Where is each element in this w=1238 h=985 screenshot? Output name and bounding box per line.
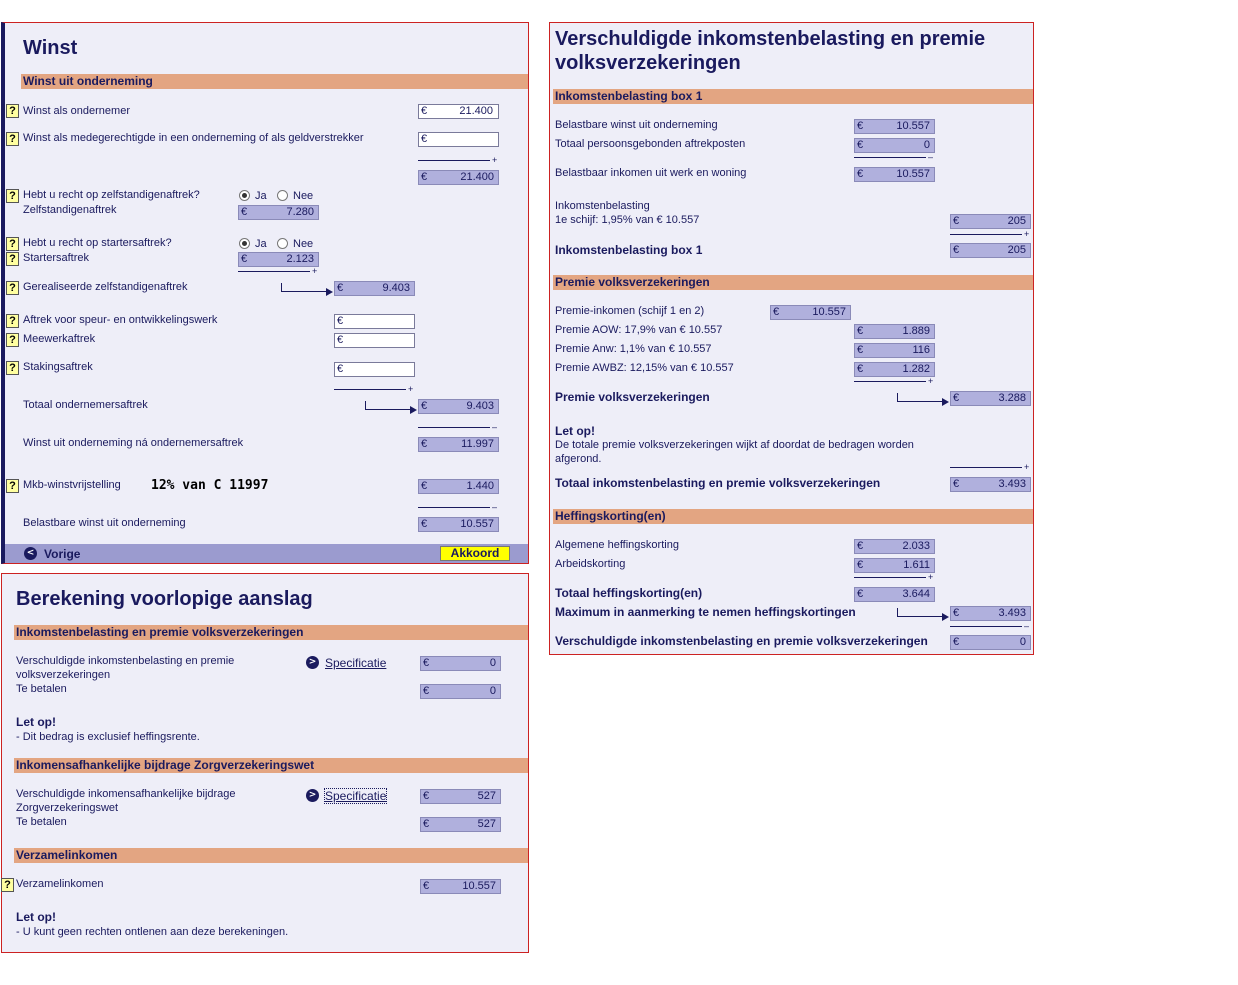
help-icon[interactable]: ? xyxy=(6,237,19,251)
field-value: 21.400 xyxy=(460,171,494,183)
euro-sign: € xyxy=(337,334,344,346)
plus-sign: + xyxy=(492,155,498,165)
v-totaal-heffing-field xyxy=(854,587,935,602)
radio-ja-zelfstandig[interactable] xyxy=(239,190,250,201)
field-value: 7.280 xyxy=(286,206,314,218)
euro-sign: € xyxy=(857,363,864,375)
euro-sign: € xyxy=(421,133,428,145)
winst-medegerechtigde-input[interactable] xyxy=(418,132,499,147)
field-value: 3.644 xyxy=(902,588,930,600)
field-value: 11.997 xyxy=(461,438,494,450)
sum-line xyxy=(950,234,1022,235)
v-arbeids-field xyxy=(854,558,935,573)
field-value: 10.557 xyxy=(896,168,930,180)
help-icon[interactable]: ? xyxy=(6,281,19,295)
winst-na-aftrek-label: Winst uit onderneming ná ondernemersaftrek xyxy=(23,437,244,449)
euro-sign: € xyxy=(421,171,428,183)
zelfstandigenaftrek-question: Hebt u recht op zelfstandigenaftrek? xyxy=(23,189,200,201)
vorige-label: Vorige xyxy=(44,547,81,561)
arrow-line xyxy=(281,283,327,292)
euro-sign: € xyxy=(857,344,864,356)
v-awbz-label: Premie AWBZ: 12,15% van € 10.557 xyxy=(555,362,734,374)
help-icon[interactable]: ? xyxy=(1,878,14,892)
field-value: 527 xyxy=(477,818,496,830)
help-icon[interactable]: ? xyxy=(6,361,19,375)
euro-sign: € xyxy=(953,636,960,648)
section-verzamelinkomen: Verzamelinkomen xyxy=(14,848,528,863)
section-premie: Premie volksverzekeringen xyxy=(553,275,1033,290)
help-icon[interactable]: ? xyxy=(6,479,19,493)
radio-nee-label: Nee xyxy=(293,238,314,250)
meewerk-label: Meewerkaftrek xyxy=(23,333,96,345)
winst-ondernemer-label: Winst als ondernemer xyxy=(23,105,130,117)
minus-sign: – xyxy=(928,152,934,162)
startersaftrek-question: Hebt u recht op startersaftrek? xyxy=(23,237,172,249)
field-value: 0 xyxy=(489,657,496,669)
help-icon[interactable]: ? xyxy=(6,132,19,146)
euro-sign: € xyxy=(423,685,430,697)
v-algemene-label: Algemene heffingskorting xyxy=(555,539,679,551)
v-belastbare-winst-field xyxy=(854,119,935,134)
sum-line xyxy=(418,427,490,428)
section-ib-box1: Inkomstenbelasting box 1 xyxy=(553,89,1033,104)
help-icon[interactable]: ? xyxy=(6,333,19,347)
euro-sign: € xyxy=(953,607,960,619)
mkb-field xyxy=(418,479,499,494)
v-schijf-field xyxy=(950,214,1031,229)
field-value: 10.557 xyxy=(812,306,846,318)
euro-sign: € xyxy=(337,363,344,375)
radio-ja-starters[interactable] xyxy=(239,238,250,249)
field-value: 10.557 xyxy=(460,518,494,530)
winst-ondernemer-input[interactable] xyxy=(418,104,499,119)
verschuldigd-field xyxy=(420,656,501,671)
help-icon[interactable]: ? xyxy=(6,314,19,328)
euro-sign: € xyxy=(421,480,428,492)
v-anw-field xyxy=(854,343,935,358)
back-arrow-icon: < xyxy=(24,547,37,560)
field-value: 3.493 xyxy=(998,478,1026,490)
specificatie-arrow-icon: > xyxy=(306,789,319,802)
totaal-ondernemersaftrek-label: Totaal ondernemersaftrek xyxy=(23,399,148,411)
mkb-note: 12% van C 11997 xyxy=(151,478,269,493)
v-persoonsgebonden-field xyxy=(854,138,935,153)
field-value: 527 xyxy=(477,790,496,802)
v-werk-woning-field xyxy=(854,167,935,182)
totaal-ondernemersaftrek-field xyxy=(418,399,499,414)
field-value: 1.282 xyxy=(902,363,930,375)
v-werk-woning-label: Belastbaar inkomen uit werk en woning xyxy=(555,167,747,179)
arrow-head xyxy=(942,613,949,621)
field-value: 0 xyxy=(1019,636,1026,648)
arrow-line xyxy=(365,401,411,410)
euro-sign: € xyxy=(857,168,864,180)
zvw-label-1: Verschuldigde inkomensafhankelijke bijdrage xyxy=(16,788,236,800)
plus-sign: + xyxy=(1024,229,1030,239)
letop-text: - Dit bedrag is exclusief heffingsrente. xyxy=(16,731,200,743)
letop-heading: Let op! xyxy=(16,715,56,729)
v-premie-inkomen-label: Premie-inkomen (schijf 1 en 2) xyxy=(555,305,705,317)
gerealiseerde-field xyxy=(334,281,415,296)
plus-sign: + xyxy=(408,384,414,394)
field-value: 3.288 xyxy=(998,392,1026,404)
section-winst-uit-onderneming: Winst uit onderneming xyxy=(21,74,528,89)
field-value: 1.889 xyxy=(902,325,930,337)
zvw-field xyxy=(420,789,501,804)
te-betalen-label: Te betalen xyxy=(16,683,67,695)
euro-sign: € xyxy=(241,253,248,265)
minus-sign: – xyxy=(1024,621,1030,631)
sum-line xyxy=(334,389,406,390)
letop-text-2: - U kunt geen rechten ontlenen aan deze berekeningen. xyxy=(16,926,289,938)
radio-ja-label: Ja xyxy=(255,238,267,250)
v-algemene-field xyxy=(854,539,935,554)
berekening-title: Berekening voorlopige aanslag xyxy=(16,588,313,610)
v-eind-field xyxy=(950,635,1031,650)
euro-sign: € xyxy=(423,818,430,830)
staking-input[interactable] xyxy=(334,362,415,377)
sum-line xyxy=(950,626,1022,627)
v-eind-label: Verschuldigde inkomstenbelasting en premie volksverzekeringen xyxy=(555,634,928,648)
help-icon[interactable]: ? xyxy=(6,252,19,266)
v-totaal-ib-premie-field xyxy=(950,477,1031,492)
winst-subtotal-field xyxy=(418,170,499,185)
v-aow-label: Premie AOW: 17,9% van € 10.557 xyxy=(555,324,723,336)
radio-nee-zelfstandig[interactable] xyxy=(277,190,288,201)
zelfstandigenaftrek-field xyxy=(238,205,319,220)
euro-sign: € xyxy=(857,139,864,151)
verschuldigd-label-1: Verschuldigde inkomstenbelasting en premie xyxy=(16,655,235,667)
field-value: 1.440 xyxy=(466,480,494,492)
arrow-line xyxy=(897,393,943,402)
plus-sign: + xyxy=(1024,462,1030,472)
plus-sign: + xyxy=(928,572,934,582)
euro-sign: € xyxy=(857,559,864,571)
zelfstandigenaftrek-label: Zelfstandigenaftrek xyxy=(23,204,117,216)
minus-sign: – xyxy=(492,502,498,512)
sum-line xyxy=(854,157,926,158)
specificatie-link[interactable]: Specificatie xyxy=(325,656,387,670)
sum-line xyxy=(854,381,926,382)
specificatie-arrow-icon: > xyxy=(306,656,319,669)
help-icon[interactable]: ? xyxy=(6,189,19,203)
staking-label: Stakingsaftrek xyxy=(23,361,93,373)
v-ib-label: Inkomstenbelasting xyxy=(555,200,650,212)
v-anw-label: Premie Anw: 1,1% van € 10.557 xyxy=(555,343,712,355)
arrow-head xyxy=(326,288,333,296)
euro-sign: € xyxy=(953,392,960,404)
field-value: 205 xyxy=(1007,215,1026,227)
field-value: 9.403 xyxy=(466,400,494,412)
v-persoonsgebonden-label: Totaal persoonsgebonden aftrekposten xyxy=(555,138,746,150)
v-ib-box1-field xyxy=(950,243,1031,258)
winst-medegerechtigde-label: Winst als medegerechtigde in een onderneming of als geldverstrekker xyxy=(23,132,364,144)
field-value: 2.123 xyxy=(286,253,314,265)
field-value: 21.400 xyxy=(459,105,493,117)
v-premie-totaal-label: Premie volksverzekeringen xyxy=(555,390,710,404)
gerealiseerde-label: Gerealiseerde zelfstandigenaftrek xyxy=(23,281,188,293)
verschuldigd-title-2: volksverzekeringen xyxy=(555,52,741,74)
specificatie-link-zvw[interactable]: Specificatie xyxy=(325,789,387,803)
field-value: 2.033 xyxy=(902,540,930,552)
winst-title: Winst xyxy=(23,37,78,59)
radio-nee-label: Nee xyxy=(293,190,314,202)
euro-sign: € xyxy=(953,478,960,490)
field-value: 9.403 xyxy=(382,282,410,294)
winst-na-aftrek-field xyxy=(418,437,499,452)
belastbare-winst-field xyxy=(418,517,499,532)
speur-label: Aftrek voor speur- en ontwikkelingswerk xyxy=(23,314,218,326)
help-icon[interactable]: ? xyxy=(6,104,19,118)
field-value: 205 xyxy=(1007,244,1026,256)
belastbare-winst-label: Belastbare winst uit onderneming xyxy=(23,517,186,529)
euro-sign: € xyxy=(423,657,430,669)
euro-sign: € xyxy=(953,215,960,227)
zvw-te-betalen-field xyxy=(420,817,501,832)
v-totaal-ib-premie-label: Totaal inkomstenbelasting en premie volksverzekeringen xyxy=(555,476,881,490)
sum-line xyxy=(854,577,926,578)
arrow-head xyxy=(410,406,417,414)
field-value: 116 xyxy=(912,344,930,356)
letop-heading-2: Let op! xyxy=(16,910,56,924)
zvw-te-betalen-label: Te betalen xyxy=(16,816,67,828)
v-premie-inkomen-field xyxy=(770,305,851,320)
v-letop-heading: Let op! xyxy=(555,424,595,438)
speur-input[interactable] xyxy=(334,314,415,329)
v-maximum-label: Maximum in aanmerking te nemen heffingskortingen xyxy=(555,605,856,619)
euro-sign: € xyxy=(241,206,248,218)
euro-sign: € xyxy=(773,306,780,318)
v-maximum-field xyxy=(950,606,1031,621)
euro-sign: € xyxy=(421,518,428,530)
field-value: 3.493 xyxy=(998,607,1026,619)
v-premie-totaal-field xyxy=(950,391,1031,406)
verschuldigd-label-2: volksverzekeringen xyxy=(16,669,111,681)
field-value: 0 xyxy=(489,685,496,697)
euro-sign: € xyxy=(857,120,864,132)
field-value: 10.557 xyxy=(896,120,930,132)
euro-sign: € xyxy=(423,880,430,892)
euro-sign: € xyxy=(857,325,864,337)
mkb-label: Mkb-winstvrijstelling xyxy=(23,479,121,491)
euro-sign: € xyxy=(953,244,960,256)
euro-sign: € xyxy=(421,105,428,117)
arrow-head xyxy=(942,398,949,406)
verzamelinkomen-field xyxy=(420,879,501,894)
euro-sign: € xyxy=(337,282,344,294)
sum-line xyxy=(950,467,1022,468)
v-letop-text-2: afgerond. xyxy=(555,453,602,465)
sum-line xyxy=(238,271,310,272)
radio-nee-starters[interactable] xyxy=(277,238,288,249)
field-value: 10.557 xyxy=(462,880,496,892)
verschuldigd-title-1: Verschuldigde inkomstenbelasting en premie xyxy=(555,28,986,50)
euro-sign: € xyxy=(421,438,428,450)
radio-ja-label: Ja xyxy=(255,190,267,202)
v-awbz-field xyxy=(854,362,935,377)
startersaftrek-field xyxy=(238,252,319,267)
zvw-label-2: Zorgverzekeringswet xyxy=(16,802,119,814)
euro-sign: € xyxy=(857,588,864,600)
euro-sign: € xyxy=(337,315,344,327)
sum-line xyxy=(418,160,490,161)
verzamelinkomen-label: Verzamelinkomen xyxy=(16,878,104,890)
section-ib-premie: Inkomstenbelasting en premie volksverzekeringen xyxy=(14,625,528,640)
v-letop-text-1: De totale premie volksverzekeringen wijkt af doordat de bedragen worden xyxy=(555,439,914,451)
field-value: 0 xyxy=(923,139,930,151)
field-value: 1.611 xyxy=(903,559,930,571)
plus-sign: + xyxy=(928,376,934,386)
euro-sign: € xyxy=(423,790,430,802)
section-zvw: Inkomensafhankelijke bijdrage Zorgverzekeringswet xyxy=(14,758,528,773)
v-aow-field xyxy=(854,324,935,339)
akkoord-button[interactable]: Akkoord xyxy=(440,546,510,561)
v-belastbare-winst-label: Belastbare winst uit onderneming xyxy=(555,119,718,131)
plus-sign: + xyxy=(312,266,318,276)
v-ib-box1-label: Inkomstenbelasting box 1 xyxy=(555,243,703,257)
meewerk-input[interactable] xyxy=(334,333,415,348)
section-heffingskortingen: Heffingskorting(en) xyxy=(553,509,1033,524)
v-totaal-heffing-label: Totaal heffingskorting(en) xyxy=(555,586,703,600)
sum-line xyxy=(418,507,490,508)
euro-sign: € xyxy=(421,400,428,412)
v-schijf-label: 1e schijf: 1,95% van € 10.557 xyxy=(555,214,700,226)
minus-sign: – xyxy=(492,422,498,432)
startersaftrek-label: Startersaftrek xyxy=(23,252,90,264)
arrow-line xyxy=(897,608,943,617)
te-betalen-field xyxy=(420,684,501,699)
euro-sign: € xyxy=(857,540,864,552)
v-arbeids-label: Arbeidskorting xyxy=(555,558,626,570)
